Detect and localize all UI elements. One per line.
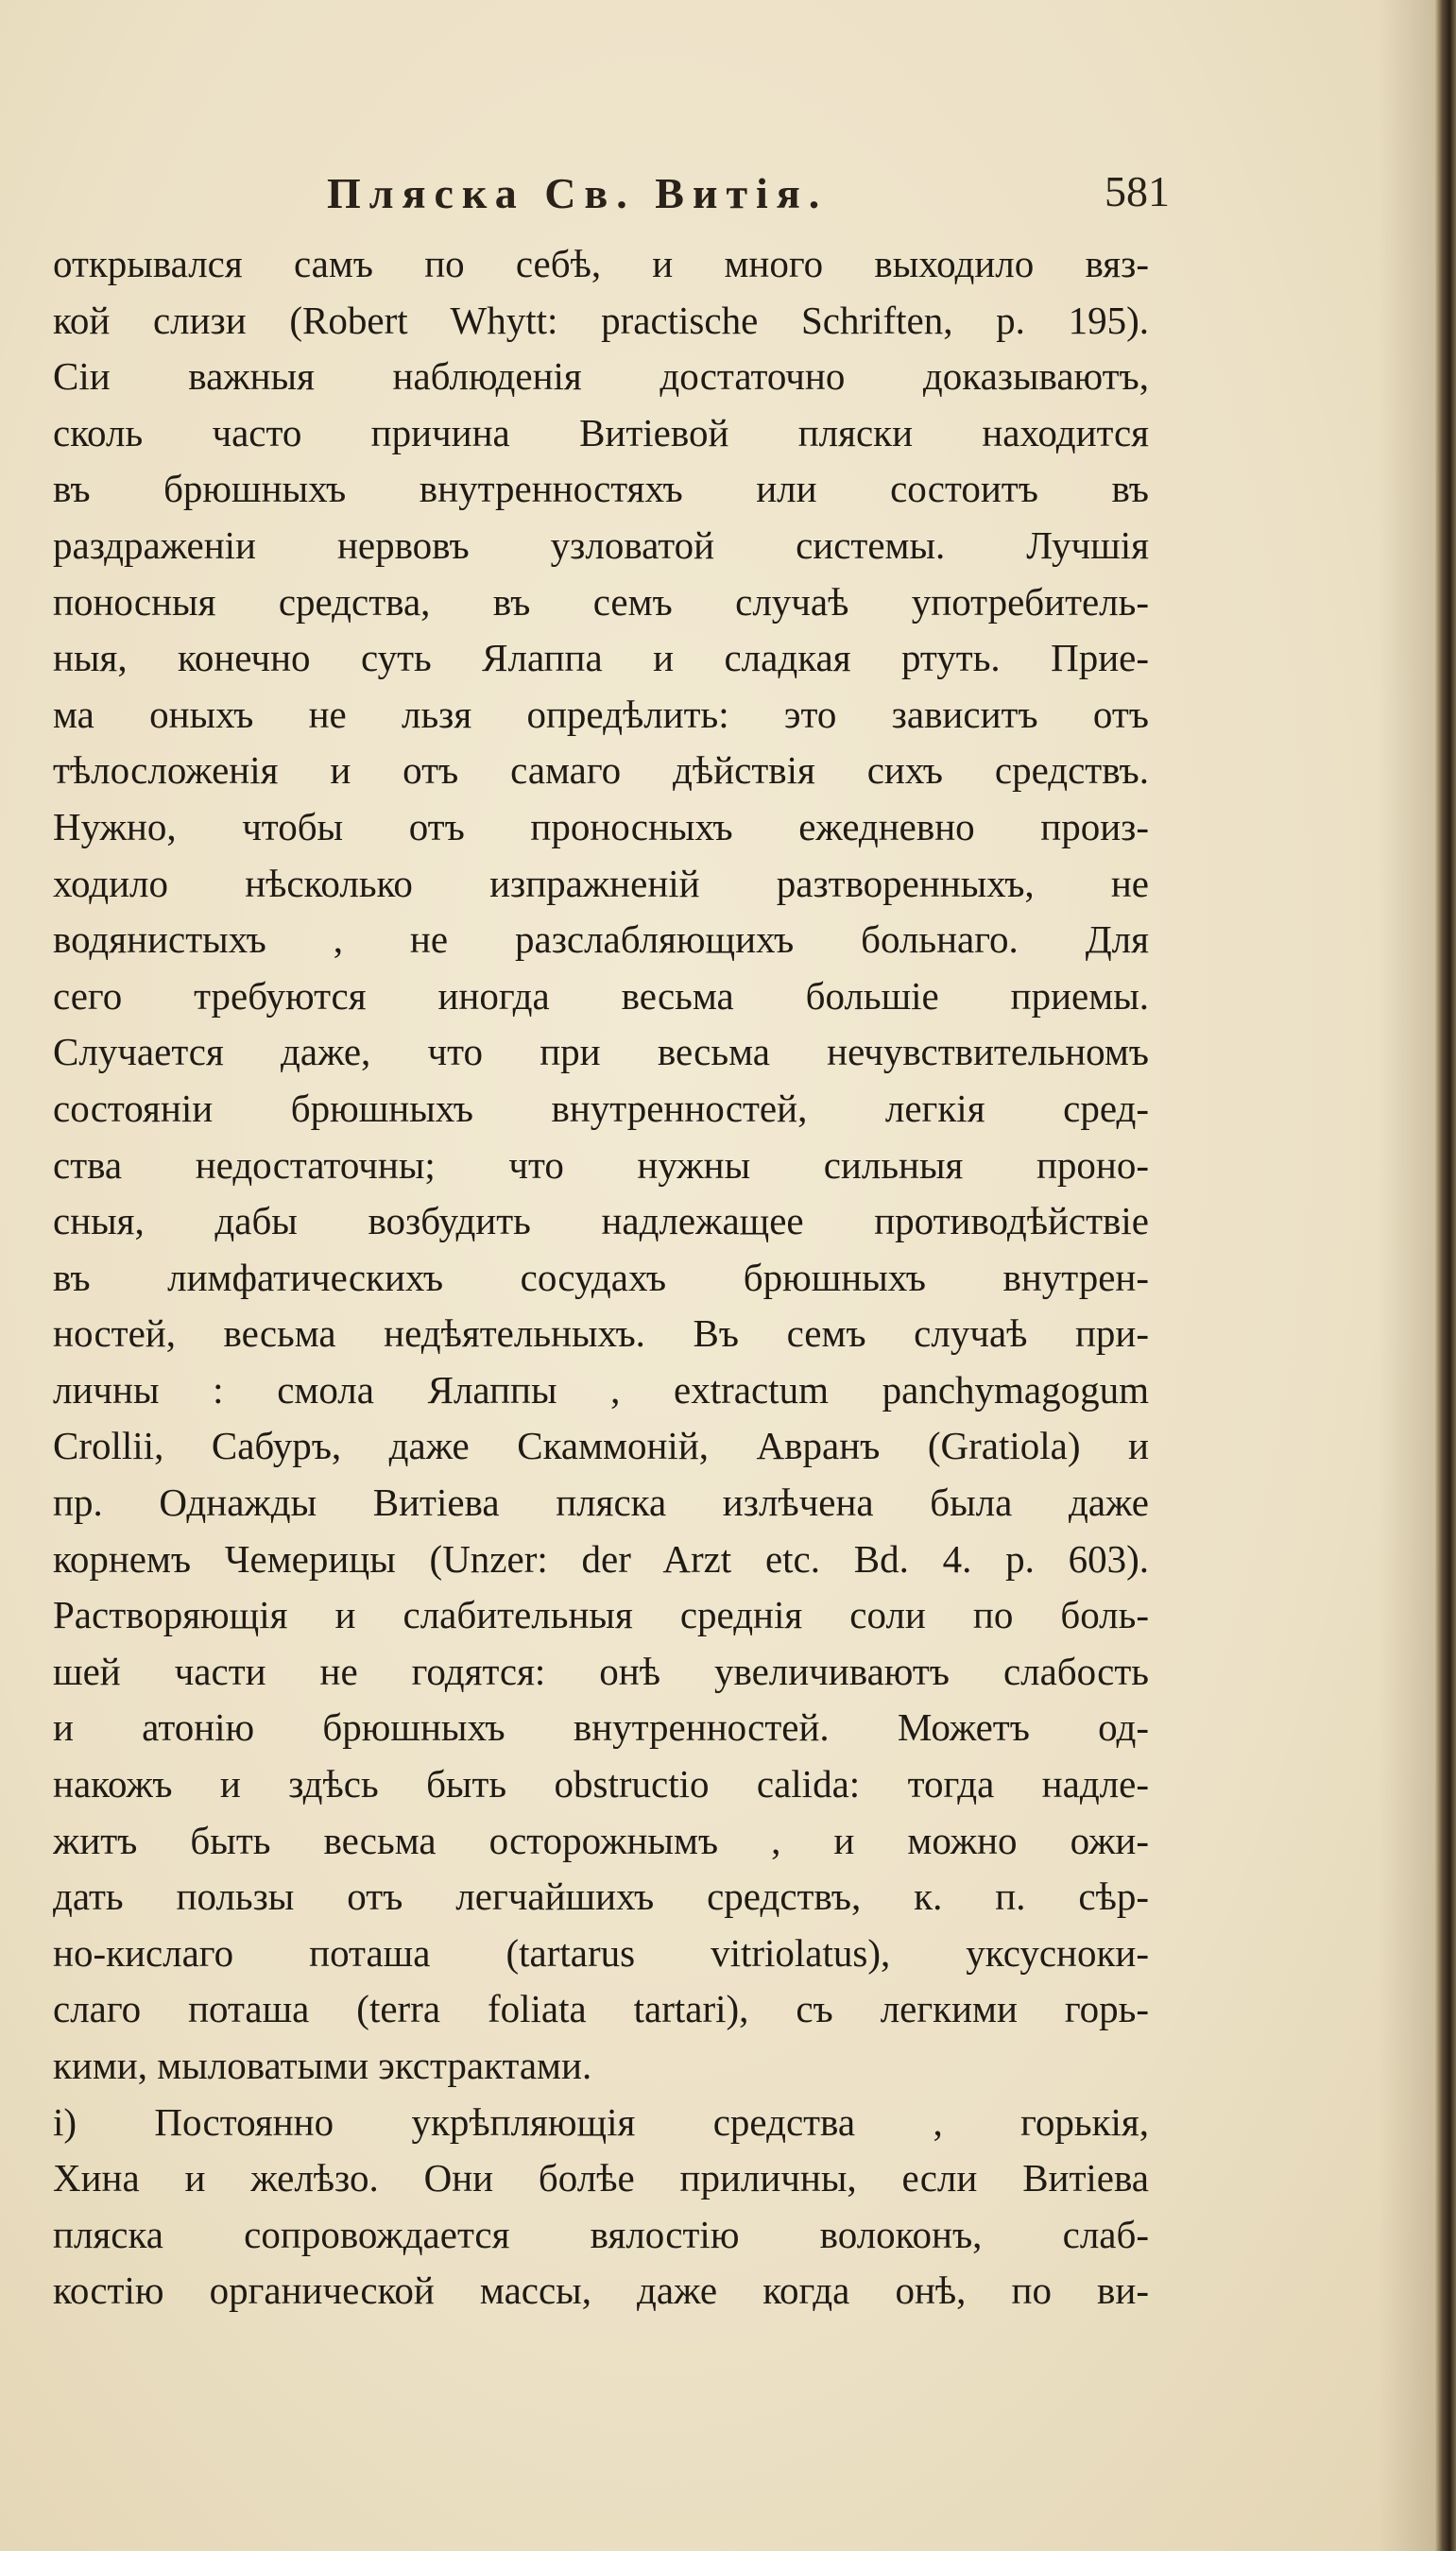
text-line: корнемъ Чемерицы (Unzer: der Arzt etc. Bd. 4. p. 603). — [53, 1536, 1149, 1581]
text-line: въ лимфатическихъ сосудахъ брюшныхъ внутрен- — [53, 1255, 1149, 1299]
text-line: ходило нѣсколько изпражненій разтворенныхъ, не — [53, 861, 1149, 905]
text-line: тѣлосложенія и отъ самаго дѣйствія сихъ средствъ. — [53, 748, 1149, 793]
text-line: поносныя средства, въ семъ случаѣ употребитель- — [53, 579, 1149, 624]
text-line: но-кислаго поташа (tartarus vitriolatus), уксуснoки- — [53, 1930, 1149, 1975]
page-header — [53, 159, 1177, 225]
text-line: кими, мыловатыми экстрактами. — [53, 2044, 592, 2087]
book-spine — [1435, 0, 1456, 2551]
text-line: и атонію брюшныхъ внутренностей. Можетъ од- — [53, 1705, 1149, 1750]
text-line: пляска сопровождается вялостію волоконъ, слаб- — [53, 2212, 1149, 2256]
text-line: кой слизи (Robert Whytt: practische Schriften, p. 195). — [53, 298, 1149, 342]
text-line: раздраженіи нервовъ узловатой системы. Лучшія — [53, 522, 1149, 567]
text-line: личны : смола Ялаппы , extractum panchymagogum — [53, 1367, 1149, 1412]
text-line: ства недостаточны; что нужны сильныя проно- — [53, 1142, 1149, 1187]
text-line: водянистыхъ , не разслабляющихъ больнаго. Для — [53, 917, 1149, 962]
text-line: накожъ и здѣсь быть obstructio calida: тогда надле- — [53, 1762, 1149, 1806]
text-line: житъ быть весьма осторожнымъ , и можно ожи- — [53, 1818, 1149, 1862]
text-line: костію органической массы, даже когда онѣ, по ви- — [53, 2269, 1149, 2313]
text-line: Crollii, Сабуръ, даже Скаммоній, Авранъ (Gratiola) и — [53, 1424, 1149, 1468]
text-line: состояніи брюшныхъ внутренностей, легкія сред- — [53, 1086, 1149, 1130]
text-line: ностей, весьма недѣятельныхъ. Въ семъ случаѣ при- — [53, 1311, 1149, 1356]
running-head: Пляска Св. Витія. — [327, 169, 829, 217]
text-line: Хина и желѣзо. Они болѣе приличны, если Витіева — [53, 2156, 1149, 2200]
text-line: ма оныхъ не льзя опредѣлить: это зависитъ отъ — [53, 692, 1149, 736]
text-line: пр. Однажды Витіева пляска излѣчена была даже — [53, 1481, 1149, 1525]
text-line: сего требуются иногда весьма большіе приемы. — [53, 973, 1149, 1018]
spine-shadow — [1379, 0, 1435, 2551]
text-line: Сіи важныя наблюденія достаточно доказываютъ, — [53, 354, 1149, 399]
text-line: і) Постоянно укрѣпляющія средства , горькія, — [53, 2099, 1149, 2144]
page-number: 581 — [1105, 167, 1170, 215]
text-line: Нужно, чтобы отъ проносныхъ ежедневно произ- — [53, 804, 1149, 848]
text-line: слаго поташа (terra foliata tartari), съ легкими горь- — [53, 1987, 1149, 2031]
text-line: сныя, дабы возбудить надлежащее противодѣйствіе — [53, 1199, 1149, 1243]
text-line: дать пользы отъ легчайшихъ средствъ, к. п. сѣр- — [53, 1875, 1149, 1919]
text-line: сколь часто причина Витіевой пляски находится — [53, 410, 1149, 454]
text-line: шей части не годятся: онѣ увеличиваютъ слабость — [53, 1649, 1149, 1693]
text-line: Растворяющія и слабительныя среднія соли по боль- — [53, 1593, 1149, 1637]
body-text — [53, 236, 1149, 2320]
text-line: ныя, конечно суть Ялаппа и сладкая ртуть. Прие- — [53, 636, 1149, 680]
text-line: Случается даже, что при весьма нечувствительномъ — [53, 1030, 1149, 1074]
text-line: открывался самъ по себѣ, и много выходило вяз- — [53, 242, 1149, 285]
text-line: въ брюшныхъ внутренностяхъ или состоитъ въ — [53, 467, 1149, 511]
